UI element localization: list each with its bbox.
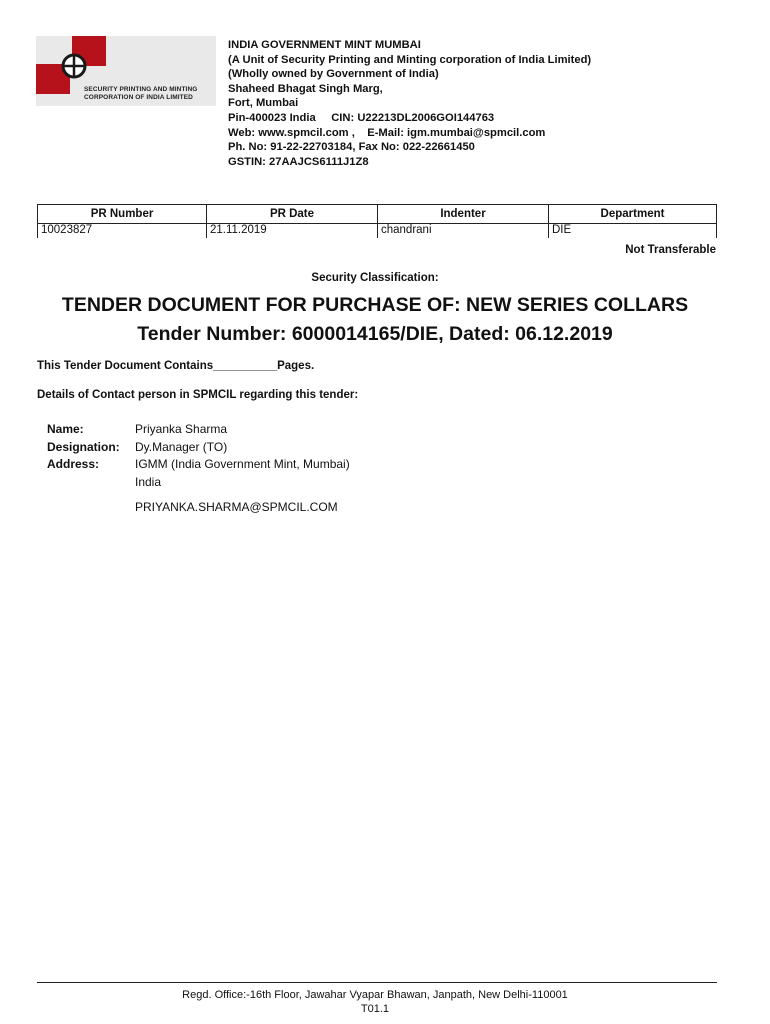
designation-label: Designation:	[47, 439, 120, 454]
name-value: Priyanka Sharma	[135, 422, 228, 436]
contact-row	[47, 456, 350, 491]
contact-row	[47, 439, 350, 457]
logo-caption	[84, 86, 214, 102]
table-row	[38, 224, 717, 239]
designation-value: Dy.Manager (TO)	[135, 439, 228, 454]
header-line: (A Unit of Security Printing and Minting corporation of India Limited)	[228, 53, 592, 66]
tender-number: Tender Number: 6000014165/DIE, Dated: 06.12.2019	[137, 323, 613, 345]
indenter-cell: chandrani	[378, 224, 549, 239]
contact-details	[47, 421, 350, 491]
pr-date-cell: 21.11.2019	[207, 224, 378, 239]
address-line: India	[135, 474, 162, 489]
pr-table-header: PR Number	[38, 205, 207, 224]
tender-title: TENDER DOCUMENT FOR PURCHASE OF: NEW SERIES COLLARS	[61, 294, 689, 316]
logo-caption-line: SECURITY PRINTING AND MINTING	[84, 86, 198, 93]
department-cell: DIE	[549, 224, 717, 239]
address-label: Address:	[47, 457, 100, 471]
header-line: (Wholly owned by Government of India)	[228, 68, 439, 81]
pr-table-header: Indenter	[378, 205, 549, 224]
name-label: Name:	[47, 422, 84, 436]
header-line: Fort, Mumbai	[228, 97, 299, 110]
security-classification: Security Classification:	[311, 272, 439, 284]
footer-divider	[37, 982, 717, 983]
header-line: Ph. No: 91-22-22703184, Fax No: 022-22661450	[228, 141, 475, 154]
address-value	[135, 456, 350, 491]
contact-email[interactable]: PRIYANKA.SHARMA@SPMCIL.COM	[135, 500, 338, 514]
footer-code: T01.1	[360, 1003, 390, 1015]
header-line: Pin-400023 India CIN: U22213DL2006GOI144763	[228, 111, 495, 124]
not-transferable-label: Not Transferable	[625, 244, 716, 256]
pages-line: This Tender Document Contains__________Pages.	[37, 360, 315, 372]
pr-table-header: PR Date	[207, 205, 378, 224]
contact-heading: Details of Contact person in SPMCIL regarding this tender:	[37, 389, 359, 401]
pr-table	[37, 204, 717, 238]
organization-header	[228, 38, 591, 169]
header-line: INDIA GOVERNMENT MINT MUMBAI	[228, 39, 421, 51]
header-line: Web: www.spmcil.com , E-Mail: igm.mumbai@spmcil.com	[228, 126, 546, 139]
footer	[0, 988, 750, 1016]
pr-table-header-row	[38, 205, 717, 224]
header-line: GSTIN: 27AAJCS6111J1Z8	[228, 155, 369, 168]
pr-number-cell: 10023827	[38, 224, 207, 239]
address-line: IGMM (India Government Mint, Mumbai)	[135, 457, 350, 471]
header-line: Shaheed Bhagat Singh Marg,	[228, 82, 383, 95]
pr-table-header: Department	[549, 205, 717, 224]
logo-caption-line: CORPORATION OF INDIA LIMITED	[84, 94, 193, 101]
footer-office: Regd. Office:-16th Floor, Jawahar Vyapar Bhawan, Janpath, New Delhi-110001	[182, 989, 568, 1001]
contact-row	[47, 421, 350, 439]
